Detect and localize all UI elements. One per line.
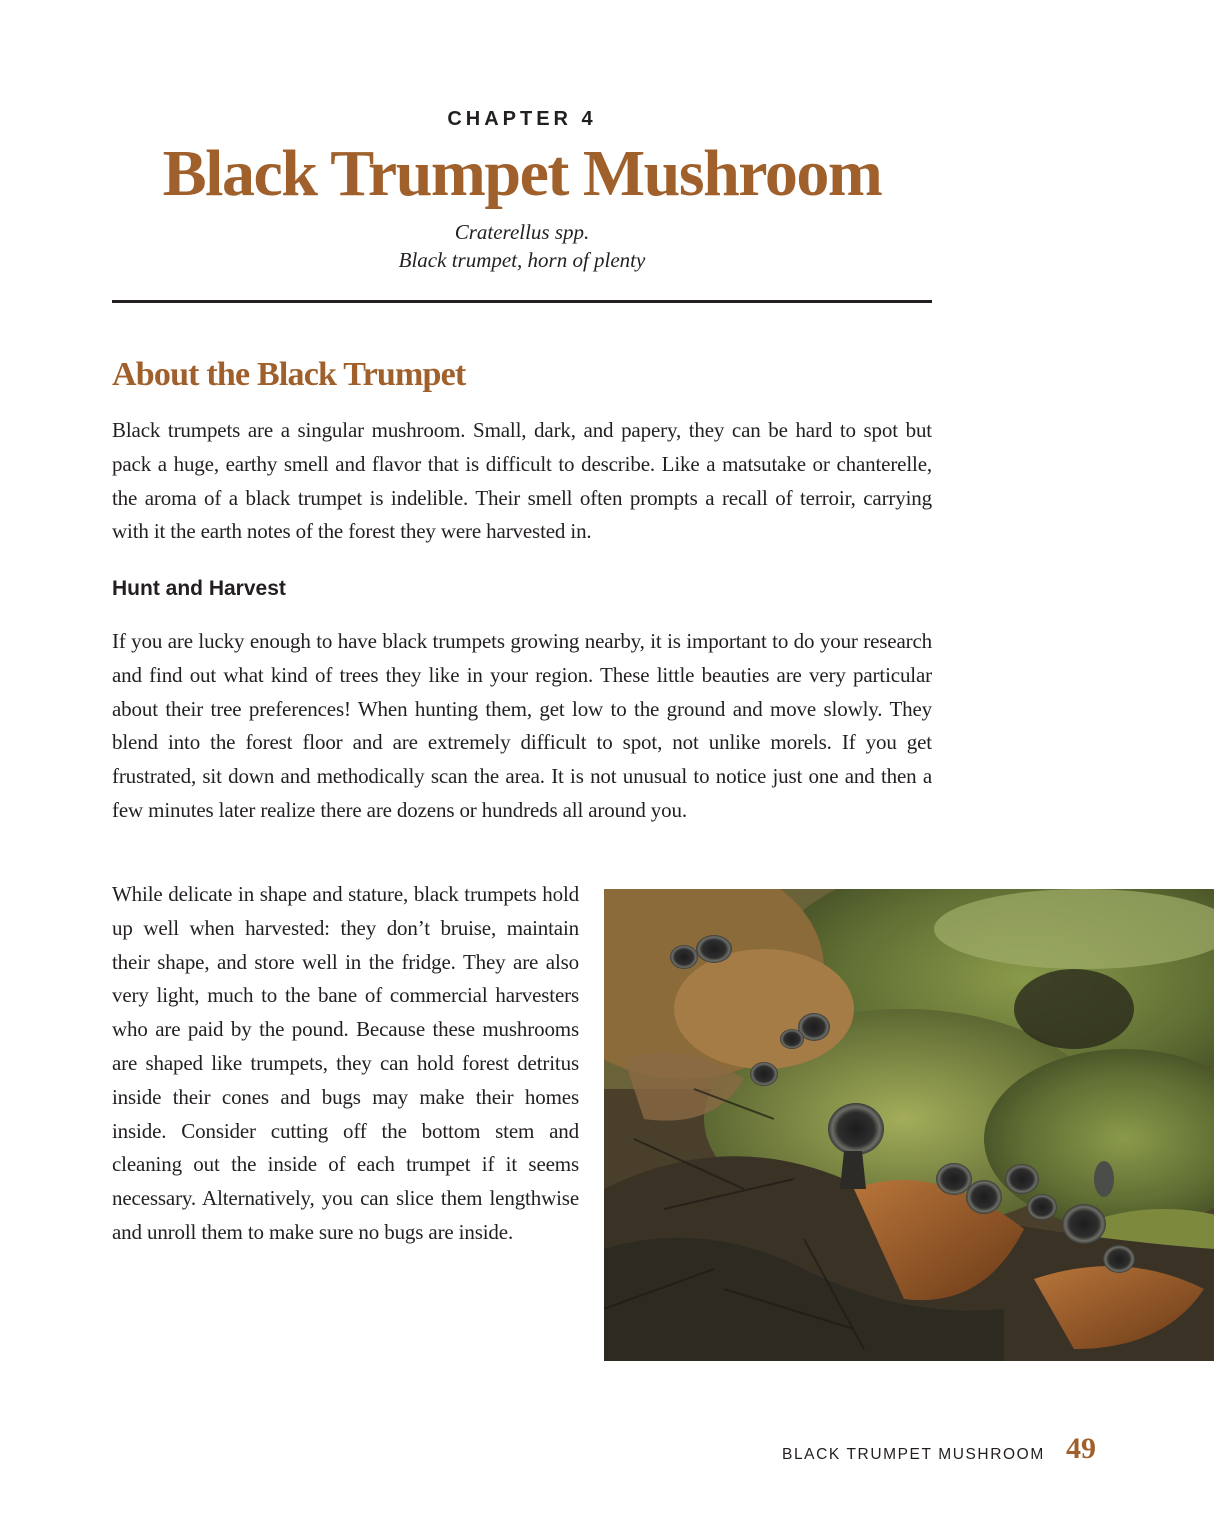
- common-names: Black trumpet, horn of plenty: [398, 248, 646, 272]
- chapter-title: Black Trumpet Mushroom: [162, 137, 882, 210]
- black-trumpet-photo: [604, 889, 1214, 1361]
- scientific-name: Craterellus spp.: [454, 220, 590, 244]
- chapter-label: CHAPTER 4: [447, 108, 597, 130]
- hunt-paragraph-2: While delicate in shape and stature, black trumpets hold up well when harvested: they don’t bruise, maintain their shape, and store well in the fridge. They are also very light, much to the bane of commercial harvesters who are paid by the pound. Because these mushrooms are shaped like trumpets, they can hold forest detritus inside their cones and bugs may make their homes inside. Consider cutting off the bottom stem and cleaning out the inside of each trumpet if it seems necessary. Alternatively, you can slice them lengthwise and unroll them to make sure no bugs are inside.: [112, 882, 579, 1244]
- title-rule: [112, 300, 932, 303]
- about-paragraph: Black trumpets are a singular mushroom. Small, dark, and papery, they can be hard to spot but pack a huge, earthy smell and flavor that is difficult to describe. Like a matsutake or chanterelle, the aroma of a black trumpet is indelible. Their smell often prompts a recall of terroir, carrying with it the earth notes of the forest they were harvested in.: [112, 418, 932, 544]
- footer-running-head: BLACK TRUMPET MUSHROOM: [782, 1446, 1045, 1463]
- hunt-paragraph-1: If you are lucky enough to have black trumpets growing nearby, it is important to do your research and find out what kind of trees they like in your region. These little beauties are very particular about their tree preferences! When hunting them, get low to the ground and move slowly. They blend into the forest floor and are extremely difficult to spot, not unlike morels. If you get frustrated, sit down and methodically scan the area. It is not unusual to notice just one and then a few minutes later realize there are dozens or hundreds all around you.: [112, 629, 932, 822]
- section-heading-about: About the Black Trumpet: [112, 356, 466, 393]
- page-number: 49: [1066, 1432, 1096, 1465]
- subheading-hunt-and-harvest: Hunt and Harvest: [112, 577, 286, 600]
